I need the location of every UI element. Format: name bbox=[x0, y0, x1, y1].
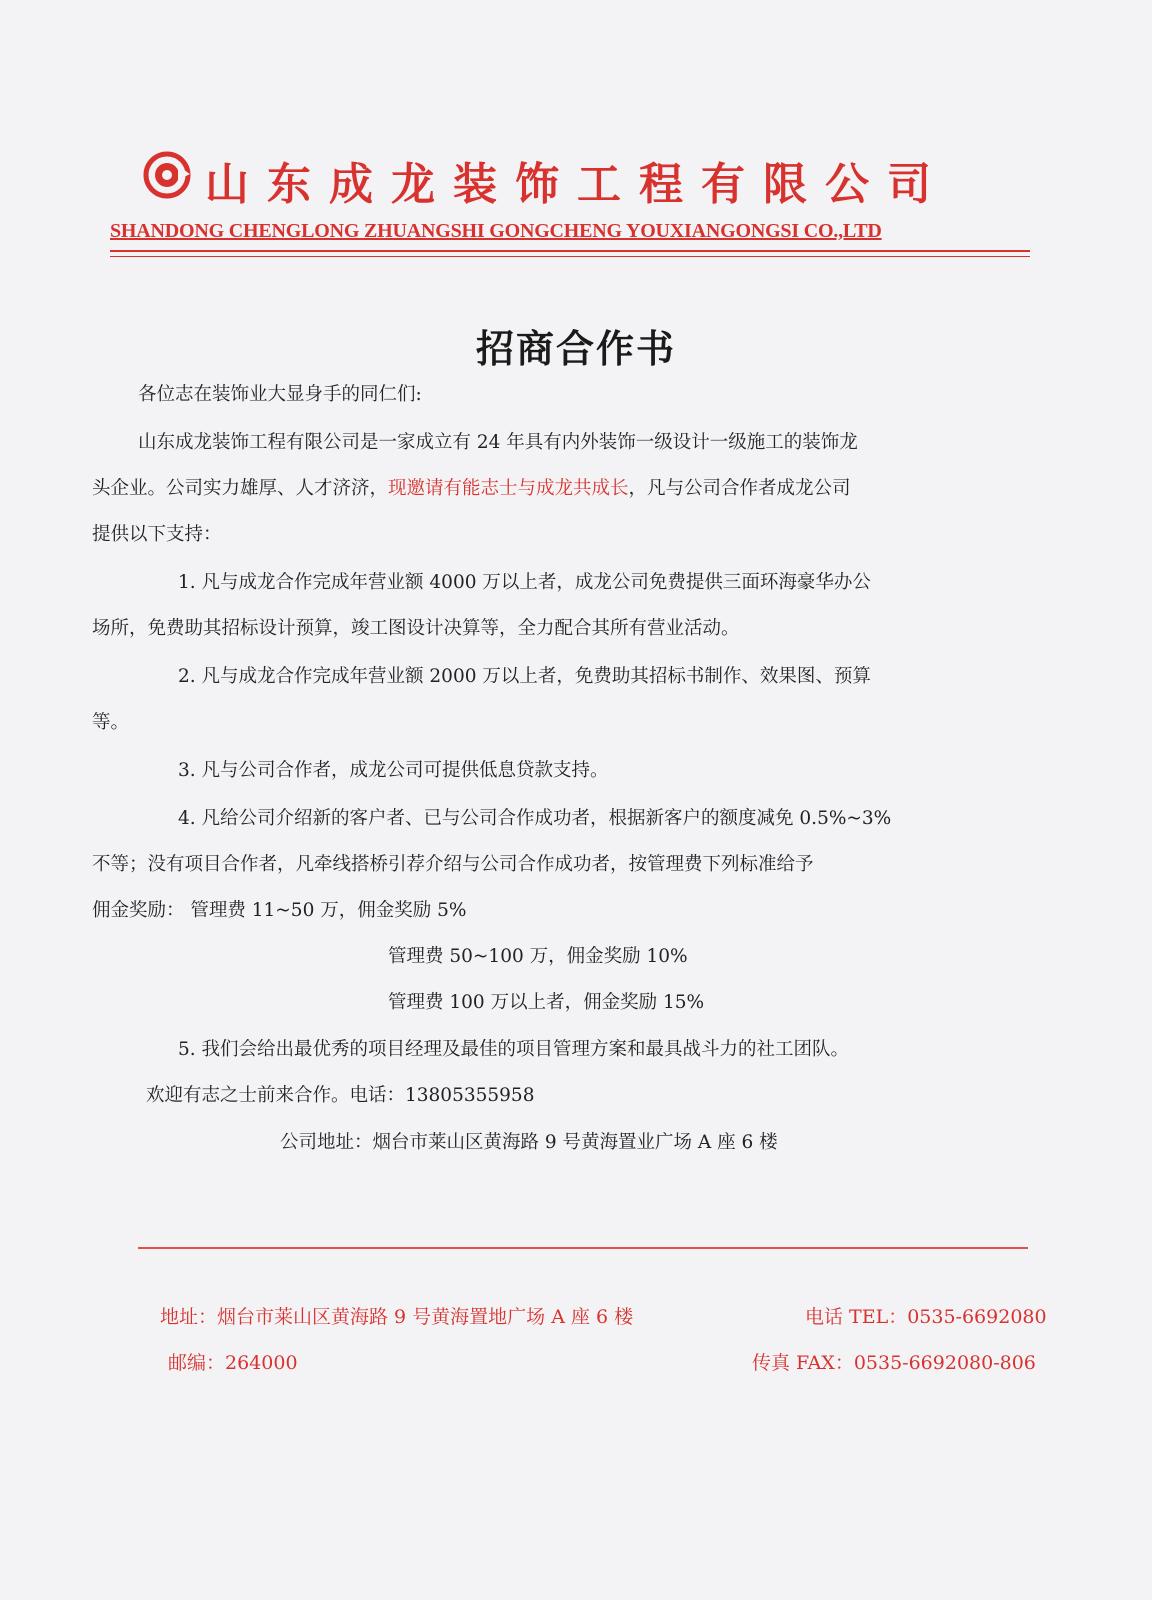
item-4-line-1: 4. 凡给公司介绍新的客户者、已与公司合作成功者，根据新客户的额度减免 0.5%~3% bbox=[178, 808, 892, 829]
greeting: 各位志在装饰业大显身手的同仁们: bbox=[138, 384, 422, 405]
item-4-line-2: 不等；没有项目合作者，凡牵线搭桥引荐介绍与公司合作成功者，按管理费下列标准给予 bbox=[92, 854, 814, 875]
intro-text-a: 头企业。公司实力雄厚、人才济济， bbox=[92, 478, 389, 499]
intro-line-2 bbox=[92, 474, 851, 500]
intro-text-b: ，凡与公司合作者成龙公司 bbox=[628, 478, 851, 499]
intro-highlight: 现邀请有能志士与成龙共成长 bbox=[388, 478, 629, 499]
closing-address: 公司地址：烟台市莱山区黄海路 9 号黄海置业广场 A 座 6 楼 bbox=[280, 1132, 778, 1153]
item-5: 5. 我们会给出最优秀的项目经理及最佳的项目管理方案和最具战斗力的社工团队。 bbox=[178, 1039, 850, 1060]
item-4-line-4: 管理费 50~100 万，佣金奖励 10% bbox=[388, 946, 688, 967]
intro-line-3: 提供以下支持： bbox=[92, 524, 222, 545]
footer-fax: 传真 FAX：0535-6692080-806 bbox=[752, 1352, 1036, 1374]
intro-line-1: 山东成龙装饰工程有限公司是一家成立有 24 年具有内外装饰一级设计一级施工的装饰龙 bbox=[138, 432, 858, 453]
company-name-cn: 山东成龙装饰工程有限公司 bbox=[205, 159, 949, 210]
item-1-line-1: 1. 凡与成龙合作完成年营业额 4000 万以上者，成龙公司免费提供三面环海豪华办公 bbox=[178, 572, 871, 593]
document-title: 招商合作书 bbox=[475, 326, 676, 371]
item-4-line-5: 管理费 100 万以上者，佣金奖励 15% bbox=[388, 992, 705, 1013]
footer-postcode: 邮编：264000 bbox=[168, 1352, 298, 1374]
item-3: 3. 凡与公司合作者，成龙公司可提供低息贷款支持。 bbox=[178, 760, 609, 781]
letterhead-rule bbox=[110, 250, 1030, 252]
company-logo-icon bbox=[142, 150, 192, 200]
closing-welcome: 欢迎有志之士前来合作。电话：13805355958 bbox=[146, 1085, 535, 1106]
item-4-line-3: 佣金奖励： 管理费 11~50 万，佣金奖励 5% bbox=[92, 900, 467, 921]
item-1-line-2: 场所，免费助其招标设计预算，竣工图设计决算等，全力配合其所有营业活动。 bbox=[92, 618, 740, 639]
company-name-en: SHANDONG CHENGLONG ZHUANGSHI GONGCHENG YOUXIANGONGSI CO.,LTD bbox=[110, 220, 882, 242]
letterhead-rule-thin bbox=[110, 256, 1030, 257]
item-2-line-2: 等。 bbox=[92, 712, 130, 733]
footer-phone: 电话 TEL：0535-6692080 bbox=[805, 1306, 1047, 1328]
footer-rule bbox=[138, 1247, 1028, 1249]
footer-address: 地址：烟台市莱山区黄海路 9 号黄海置地广场 A 座 6 楼 bbox=[160, 1306, 634, 1328]
item-2-line-1: 2. 凡与成龙合作完成年营业额 2000 万以上者，免费助其招标书制作、效果图、预算 bbox=[178, 666, 871, 687]
